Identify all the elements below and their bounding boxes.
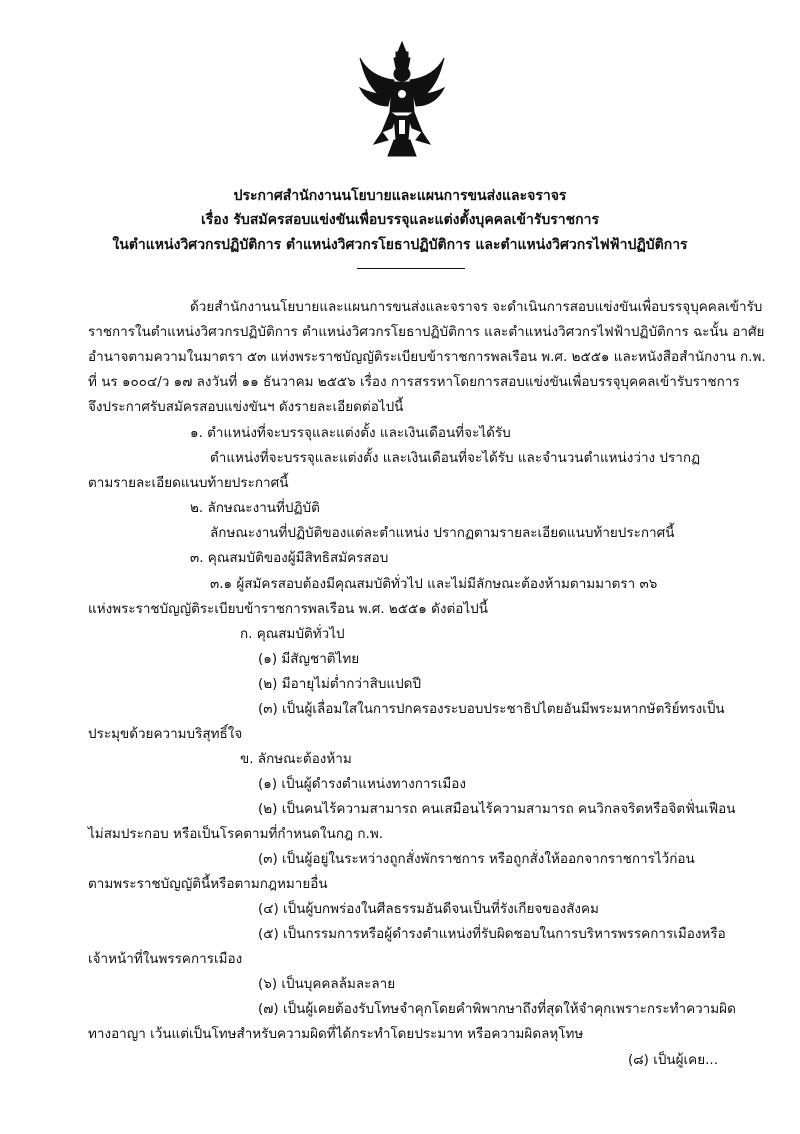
prohibition-item: ตามพระราชบัญญัตินี้หรือตามกฎหมายอื่น (88, 876, 328, 892)
section-1-title: ๑. ตำแหน่งที่จะบรรจุและแต่งตั้ง และเงินเดือนที่จะได้รับ (190, 425, 511, 441)
qualification-item: (๒) มีอายุไม่ต่ำกว่าสิบแปดปี (258, 676, 422, 692)
intro-line: ที่ นร ๑๐๐๔/ว ๑๗ ลงวันที่ ๑๑ ธันวาคม ๒๕๕๖ เรื่อง การสรรหาโดยการสอบแข่งขันเพื่อบรรจุบุคคลเข้ารับราชการ (88, 374, 740, 390)
prohibition-item: ไม่สมประกอบ หรือเป็นโรคตามที่กำหนดในกฎ ก.พ. (88, 826, 384, 842)
page-continuation: (๘) เป็นผู้เคย... (628, 1052, 718, 1068)
qualification-heading: ก. คุณสมบัติทั่วไป (240, 626, 345, 642)
intro-line: ราชการในตำแหน่งวิศวกรปฏิบัติการ ตำแหน่งวิศวกรโยธาปฏิบัติการ และตำแหน่งวิศวกรไฟฟ้าปฏิบัติการ ฉะนั้น อาศัย (88, 324, 765, 340)
section-3-1-text: ๓.๑ ผู้สมัครสอบต้องมีคุณสมบัติทั่วไป และไม่มีลักษณะต้องห้ามตามมาตรา ๓๖ (210, 576, 658, 592)
prohibition-item: (๗) เป็นผู้เคยต้องรับโทษจำคุกโดยคำพิพากษาถึงที่สุดให้จำคุกเพราะกระทำความผิด (258, 1001, 736, 1017)
title-divider (357, 268, 465, 269)
prohibition-heading: ข. ลักษณะต้องห้าม (240, 751, 352, 767)
qualification-item: ประมุขด้วยความบริสุทธิ์ใจ (88, 726, 243, 742)
section-1-text: ตำแหน่งที่จะบรรจุและแต่งตั้ง และเงินเดือนที่จะได้รับ และจำนวนตำแหน่งว่าง ปรากฏ (210, 450, 701, 466)
intro-line: อำนาจตามความในมาตรา ๕๓ แห่งพระราชบัญญัติระเบียบข้าราชการพลเรือน พ.ศ. ๒๕๕๑ และหนังสือสำนักงาน ก.พ. (88, 349, 766, 365)
qualification-item: (๓) เป็นผู้เลื่อมใสในการปกครองระบอบประชาธิปไตยอันมีพระมหากษัตริย์ทรงเป็น (258, 701, 725, 717)
prohibition-item: (๒) เป็นคนไร้ความสามารถ คนเสมือนไร้ความสามารถ คนวิกลจริตหรือจิตฟั่นเฟือน (258, 801, 736, 817)
section-2-text: ลักษณะงานที่ปฏิบัติของแต่ละตำแหน่ง ปรากฏตามรายละเอียดแนบท้ายประกาศนี้ (210, 525, 675, 541)
announcement-subject: เรื่อง รับสมัครสอบแข่งขันเพื่อบรรจุและแต่งตั้งบุคคลเข้ารับราชการ (200, 212, 599, 228)
section-2-title: ๒. ลักษณะงานที่ปฏิบัติ (190, 500, 320, 516)
prohibition-item: (๖) เป็นบุคคลล้มละลาย (258, 976, 396, 992)
intro-line: ด้วยสำนักงานนโยบายและแผนการขนส่งและจราจร จะดำเนินการสอบแข่งขันเพื่อบรรจุบุคคลเข้ารับ (190, 299, 763, 315)
prohibition-item: เจ้าหน้าที่ในพรรคการเมือง (88, 951, 243, 967)
prohibition-item: (๓) เป็นผู้อยู่ในระหว่างถูกสั่งพักราชการ หรือถูกสั่งให้ออกจากราชการไว้ก่อน (258, 851, 695, 867)
prohibition-item: (๕) เป็นกรรมการหรือผู้ดำรงตำแหน่งที่รับผิดชอบในการบริหารพรรคการเมืองหรือ (258, 926, 726, 942)
announcement-title: ประกาศสำนักงานนโยบายและแผนการขนส่งและจราจร (233, 188, 567, 204)
announcement-positions: ในตำแหน่งวิศวกรปฏิบัติการ ตำแหน่งวิศวกรโยธาปฏิบัติการ และตำแหน่งวิศวกรไฟฟ้าปฏิบัติการ (112, 237, 688, 253)
qualification-item: (๑) มีสัญชาติไทย (258, 651, 360, 667)
section-1-text: ตามรายละเอียดแนบท้ายประกาศนี้ (88, 475, 289, 491)
section-3-title: ๓. คุณสมบัติของผู้มีสิทธิสมัครสอบ (190, 550, 389, 566)
intro-line: จึงประกาศรับสมัครสอบแข่งขันฯ ดังรายละเอียดต่อไปนี้ (88, 399, 404, 415)
prohibition-item: (๑) เป็นผู้ดำรงตำแหน่งทางการเมือง (258, 776, 466, 792)
garuda-emblem-icon (358, 40, 446, 158)
prohibition-item: (๔) เป็นผู้บกพร่องในศีลธรรมอันดีจนเป็นที่รังเกียจของสังคม (258, 901, 599, 917)
prohibition-item: ทางอาญา เว้นแต่เป็นโทษสำหรับความผิดที่ได้กระทำโดยประมาท หรือความผิดลหุโทษ (88, 1026, 584, 1042)
section-3-1-text: แห่งพระราชบัญญัติระเบียบข้าราชการพลเรือน พ.ศ. ๒๕๕๑ ดังต่อไปนี้ (88, 601, 488, 617)
